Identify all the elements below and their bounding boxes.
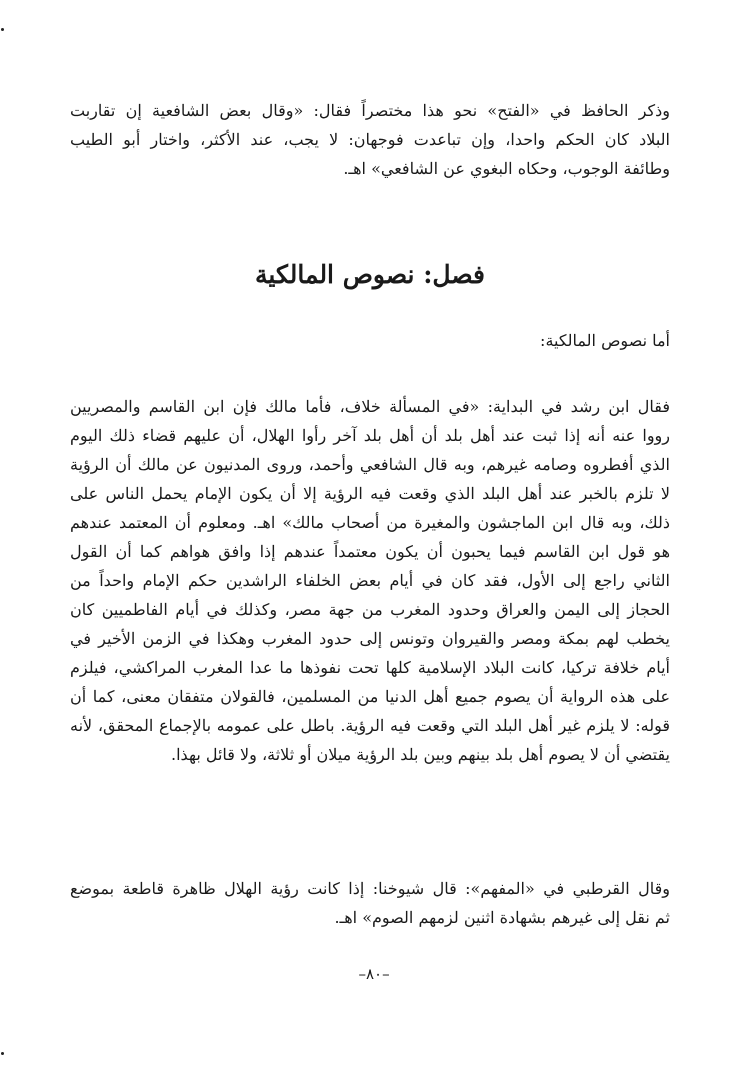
paragraph-line: على هذه الرواية أن يصوم جميع أهل الدنيا من المسلمين، فالقولان متفقان معنى، كما أن [70, 687, 670, 706]
section-heading: فصل: نصوص المالكية [255, 260, 485, 289]
paragraph-line: ثم نقل إلى غيرهم بشهادة اثنين لزمهم الصوم» اهـ. [334, 908, 670, 927]
paragraph-line: قوله: لا يلزم غير أهل البلد التي وقعت فيه الرؤية. باطل على عمومه بالإجماع المحقق، لأنه [70, 716, 670, 735]
paragraph-line: هو قول ابن القاسم فيما يحبون أن يكون معتمداً عندهم إذا وافق هواهم كما أن القول [70, 542, 670, 561]
paragraph-line: لا تلزم بالخبر عند أهل البلد الذي وقعت فيه الرؤية إلا أن يكون الإمام يحمل الناس على [70, 484, 670, 503]
paragraph-line: رووا عنه أنه إذا ثبت عند أهل بلد أن أهل بلد آخر رأوا الهلال، أن عليهم قضاء ذلك اليوم [70, 426, 670, 445]
paragraph-qurtubi [70, 874, 670, 932]
paragraph-hafiz-fath [70, 96, 670, 183]
intro-line [70, 326, 670, 355]
paragraph-ibn-rushd [70, 392, 670, 769]
paragraph-line: فقال ابن رشد في البداية: «في المسألة خلاف، فأما مالك فإن ابن القاسم والمصريين [70, 397, 670, 416]
paragraph-line: وذكر الحافظ في «الفتح» نحو هذا مختصراً فقال: «وقال بعض الشافعية إن تقاربت [70, 101, 670, 120]
page-number: –٨٠– [358, 965, 390, 983]
paragraph-line: ذلك، وبه قال ابن الماجشون والمغيرة من أصحاب مالك» اهـ. ومعلوم أن المعتمد عندهم [70, 513, 670, 532]
paragraph-line: الحجاز إلى اليمن والعراق وحدود المغرب من جهة مصر، وكذلك في أيام الفاطميين كان [70, 600, 670, 619]
scan-mark-top-left [1, 28, 4, 31]
paragraph-line: يقتضي أن لا يصوم أهل بلد بينهم وبين بلد الرؤية ميلان أو ثلاثة، ولا قائل بهذا. [171, 745, 670, 764]
paragraph-line: الثاني راجع إلى الأول، فقد كان في أيام بعض الخلفاء الراشدين حكم الإمام واحداً من [70, 571, 670, 590]
paragraph-line: أيام خلافة تركيا، كانت البلاد الإسلامية كلها تحت نفوذها ما عدا المغرب المراكشي، فيلزم [70, 658, 670, 677]
scan-mark-bottom-left [1, 1052, 4, 1055]
paragraph-line: وطائفة الوجوب، وحكاه البغوي عن الشافعي» اهـ. [343, 159, 670, 178]
intro-text: أما نصوص المالكية: [540, 331, 670, 350]
paragraph-line: البلاد كان الحكم واحدا، وإن تباعدت فوجهان: لا يجب، عند الأكثر، واختار أبو الطيب [70, 130, 670, 149]
paragraph-line: وقال القرطبي في «المفهم»: قال شيوخنا: إذا كانت رؤية الهلال ظاهرة قاطعة بموضع [70, 879, 670, 898]
paragraph-line: الذي أفطروه وصامه غيرهم، وبه قال الشافعي وأحمد، وروى المدنيون عن مالك أن الرؤية [70, 455, 670, 474]
paragraph-line: يخطب لهم بمكة ومصر والقيروان وتونس إلى حدود المغرب وهكذا في الزمن الأخير في [70, 629, 670, 648]
